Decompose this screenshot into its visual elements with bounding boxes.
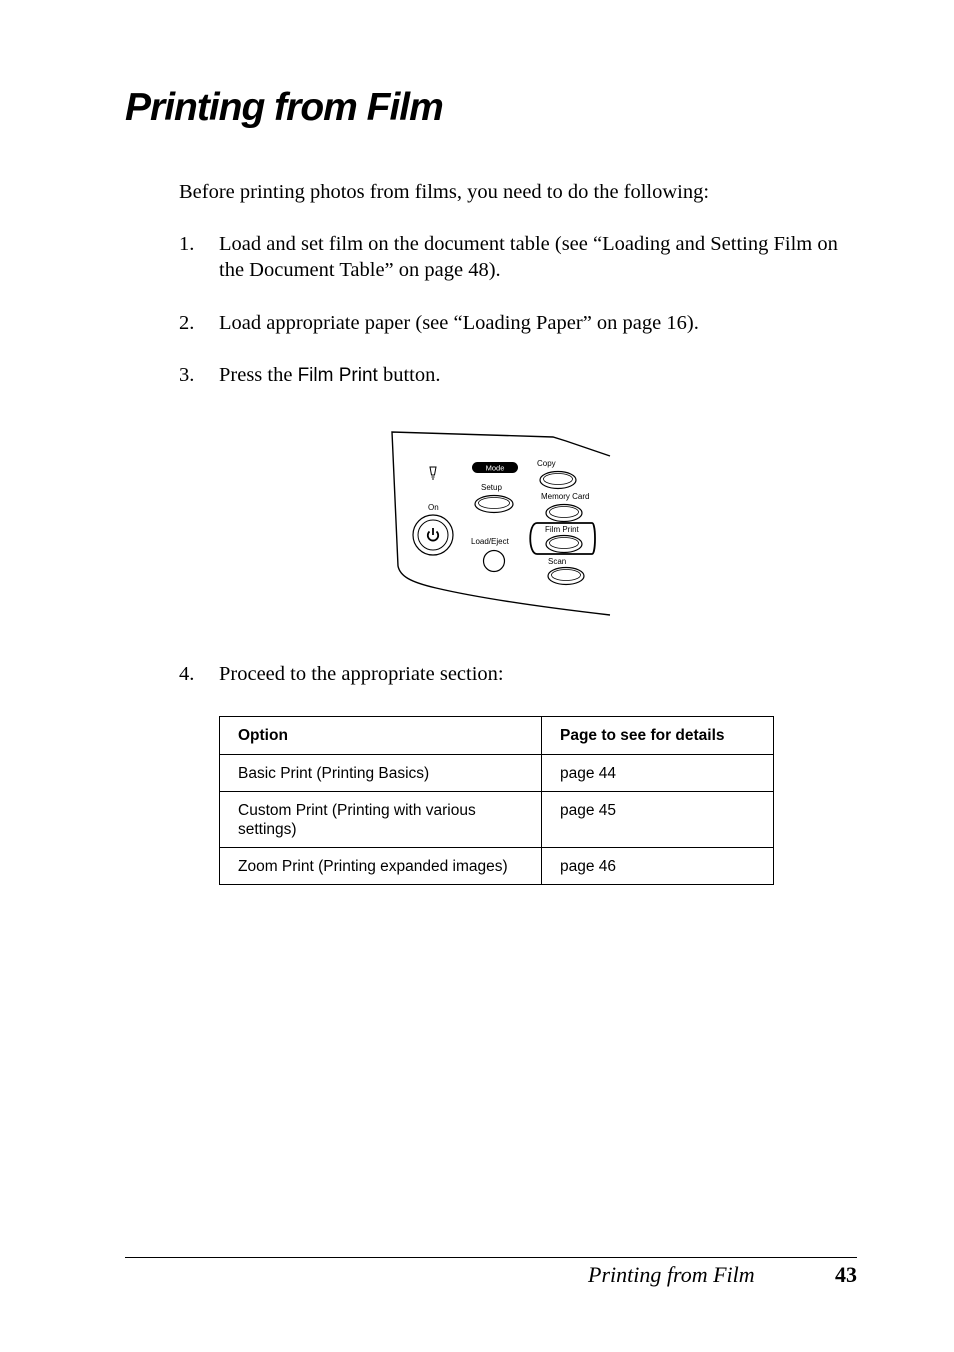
setup-label: Setup bbox=[481, 483, 502, 492]
header-page: Page to see for details bbox=[542, 717, 774, 755]
page-title: Printing from Film bbox=[125, 86, 443, 129]
step-text bbox=[219, 362, 859, 389]
step-text: Load and set film on the document table (see “Loading and Setting Film on the Document Table” on page 48). bbox=[219, 233, 838, 281]
load-eject-button[interactable] bbox=[484, 551, 505, 572]
page-cell: page 45 bbox=[542, 792, 774, 848]
table-header-row bbox=[220, 717, 774, 755]
memory-card-label: Memory Card bbox=[541, 492, 590, 501]
step-number: 1. bbox=[179, 233, 195, 255]
scan-button[interactable] bbox=[548, 568, 584, 585]
footer-rule bbox=[125, 1257, 857, 1258]
page-number: 43 bbox=[835, 1262, 857, 1287]
film-print-button-name: Film Print bbox=[297, 365, 378, 386]
table-row bbox=[220, 792, 774, 848]
step-text: Load appropriate paper (see “Loading Paper” on page 16). bbox=[219, 312, 699, 334]
step-number: 3. bbox=[179, 364, 195, 386]
on-label: On bbox=[428, 503, 439, 512]
table-row bbox=[220, 755, 774, 792]
option-cell: Zoom Print (Printing expanded images) bbox=[220, 848, 542, 885]
on-button[interactable] bbox=[413, 515, 453, 555]
step-number: 4. bbox=[179, 663, 195, 685]
options-table bbox=[219, 716, 774, 885]
footer-title: Printing from Film bbox=[588, 1262, 755, 1287]
option-cell: Custom Print (Printing with various settings) bbox=[220, 792, 542, 848]
step-text-after: button. bbox=[377, 364, 441, 386]
setup-button[interactable] bbox=[475, 496, 513, 513]
header-option: Option bbox=[220, 717, 542, 755]
memory-card-button[interactable] bbox=[546, 505, 582, 522]
intro-text: Before printing photos from films, you need to do the following: bbox=[179, 181, 710, 203]
lightbulb-icon bbox=[430, 467, 436, 479]
load-eject-label: Load/Eject bbox=[471, 537, 509, 546]
copy-label: Copy bbox=[537, 459, 556, 468]
step-text-before: Press the bbox=[219, 364, 298, 386]
step-number: 2. bbox=[179, 312, 195, 334]
film-print-button[interactable] bbox=[546, 536, 582, 553]
option-cell: Basic Print (Printing Basics) bbox=[220, 755, 542, 792]
copy-button[interactable] bbox=[540, 472, 576, 489]
scan-label: Scan bbox=[548, 557, 567, 566]
film-print-label: Film Print bbox=[545, 525, 579, 534]
table-row bbox=[220, 848, 774, 885]
mode-label: Mode bbox=[485, 463, 505, 473]
page-cell: page 44 bbox=[542, 755, 774, 792]
control-panel-drawing bbox=[388, 428, 614, 620]
control-panel-illustration bbox=[388, 428, 614, 620]
page-cell: page 46 bbox=[542, 848, 774, 885]
step-text: Proceed to the appropriate section: bbox=[219, 663, 504, 685]
